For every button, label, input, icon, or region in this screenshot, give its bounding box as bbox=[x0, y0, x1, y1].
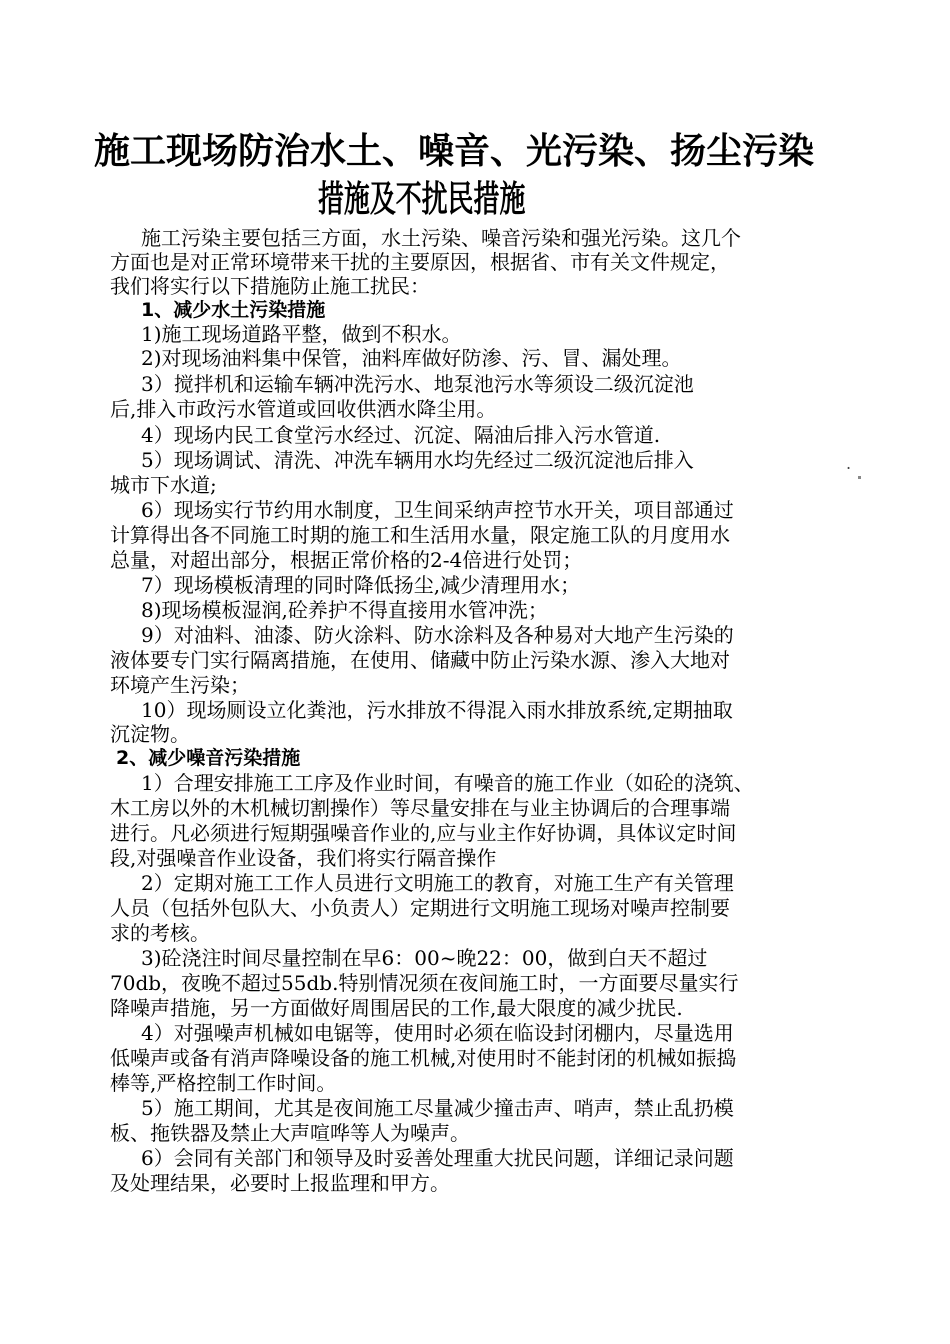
paragraph-line: 低噪声或备有消声降噪设备的施工机械,对使用时不能封闭的机械如振捣 bbox=[110, 1046, 737, 1070]
paragraph-line: 人员（包括外包队大、小负责人）定期进行文明施工现场对噪声控制要 bbox=[110, 896, 730, 920]
paragraph-line: 70db，夜晚不超过55db.特别情况须在夜间施工时，一方面要尽量实行 bbox=[110, 971, 739, 995]
paragraph-line: 6）会同有关部门和领导及时妥善处理重大扰民问题，详细记录问题 bbox=[141, 1146, 734, 1170]
paragraph-line: 5）施工期间，尤其是夜间施工尽量减少撞击声、哨声，禁止乱扔模 bbox=[141, 1096, 734, 1120]
document-title-line-2: 措施及不扰民措施 bbox=[318, 179, 526, 220]
stray-mark: . bbox=[846, 454, 852, 473]
paragraph-line: 降噪声措施，另一方面做好周围居民的工作,最大限度的减少扰民. bbox=[110, 996, 683, 1020]
paragraph-line: 及处理结果，必要时上报监理和甲方。 bbox=[110, 1171, 450, 1195]
paragraph-line: 10）现场厕设立化粪池，污水排放不得混入雨水排放系统,定期抽取 bbox=[141, 698, 733, 722]
paragraph-line: 段,对强噪音作业设备，我们将实行隔音操作 bbox=[110, 846, 497, 870]
document-title-line-1: 施工现场防治水土、噪音、光污染、扬尘污染 bbox=[94, 131, 815, 172]
paragraph-line: 5）现场调试、清洗、冲洗车辆用水均先经过二级沉淀池后排入 bbox=[141, 448, 694, 472]
paragraph-line: 求的考核。 bbox=[110, 921, 210, 945]
paragraph-line: 1)施工现场道路平整，做到不积水。 bbox=[141, 322, 462, 346]
section-heading: 1、减少水土污染措施 bbox=[141, 299, 326, 321]
paragraph-line: 2)对现场油料集中保管，油料库做好防渗、污、冒、漏处理。 bbox=[141, 346, 682, 370]
paragraph-line: 棒等,严格控制工作时间。 bbox=[110, 1071, 337, 1095]
paragraph-line: 1）合理安排施工工序及作业时间，有噪音的施工作业（如砼的浇筑、 bbox=[141, 771, 754, 795]
paragraph-line: 施工污染主要包括三方面，水土污染、噪音污染和强光污染。这几个 bbox=[141, 226, 741, 250]
paragraph-line: 沉淀物。 bbox=[110, 722, 190, 746]
paragraph-line: 4）对强噪声机械如电锯等，使用时必须在临设封闭棚内，尽量选用 bbox=[141, 1021, 734, 1045]
paragraph-line: 3）搅拌机和运输车辆冲洗污水、地泵池污水等须设二级沉淀池 bbox=[141, 372, 694, 396]
paragraph-line: 木工房以外的木机械切割操作）等尽量安排在与业主协调后的合理事端 bbox=[110, 796, 730, 820]
paragraph-line: 2）定期对施工工作人员进行文明施工的教育，对施工生产有关管理 bbox=[141, 871, 734, 895]
paragraph-line: 我们将实行以下措施防止施工扰民： bbox=[110, 274, 430, 298]
paragraph-line: 方面也是对正常环境带来干扰的主要原因，根据省、市有关文件规定， bbox=[110, 250, 730, 274]
paragraph-line: 6）现场实行节约用水制度，卫生间采纳声控节水开关，项目部通过 bbox=[141, 498, 734, 522]
paragraph-line: 3)砼浇注时间尽量控制在早6：00~晚22：00，做到白天不超过 bbox=[141, 946, 708, 970]
paragraph-line: 板、拖铁器及禁止大声喧哗等人为噪声。 bbox=[110, 1121, 470, 1145]
stray-dot bbox=[858, 476, 861, 479]
paragraph-line: 8)现场模板湿润,砼养护不得直接用水管冲洗； bbox=[141, 598, 548, 622]
paragraph-line: 4）现场内民工食堂污水经过、沉淀、隔油后排入污水管道. bbox=[141, 423, 661, 447]
section-heading: 2、减少噪音污染措施 bbox=[116, 747, 301, 769]
paragraph-line: 城市下水道; bbox=[110, 473, 217, 497]
paragraph-line: 计算得出各不同施工时期的施工和生活用水量，限定施工队的月度用水 bbox=[110, 523, 730, 547]
paragraph-line: 液体要专门实行隔离措施，在使用、储藏中防止污染水源、渗入大地对 bbox=[110, 648, 730, 672]
paragraph-line: 9）对油料、油漆、防火涂料、防水涂料及各种易对大地产生污染的 bbox=[141, 623, 734, 647]
paragraph-line: 环境产生污染； bbox=[110, 673, 250, 697]
paragraph-line: 7）现场模板清理的同时降低扬尘,减少清理用水； bbox=[141, 573, 581, 597]
paragraph-line: 后,排入市政污水管道或回收供洒水降尘用。 bbox=[110, 397, 497, 421]
paragraph-line: 进行。凡必须进行短期强噪音作业的,应与业主作好协调，具体议定时间 bbox=[110, 821, 737, 845]
paragraph-line: 总量，对超出部分，根据正常价格的2-4倍进行处罚； bbox=[110, 548, 583, 572]
